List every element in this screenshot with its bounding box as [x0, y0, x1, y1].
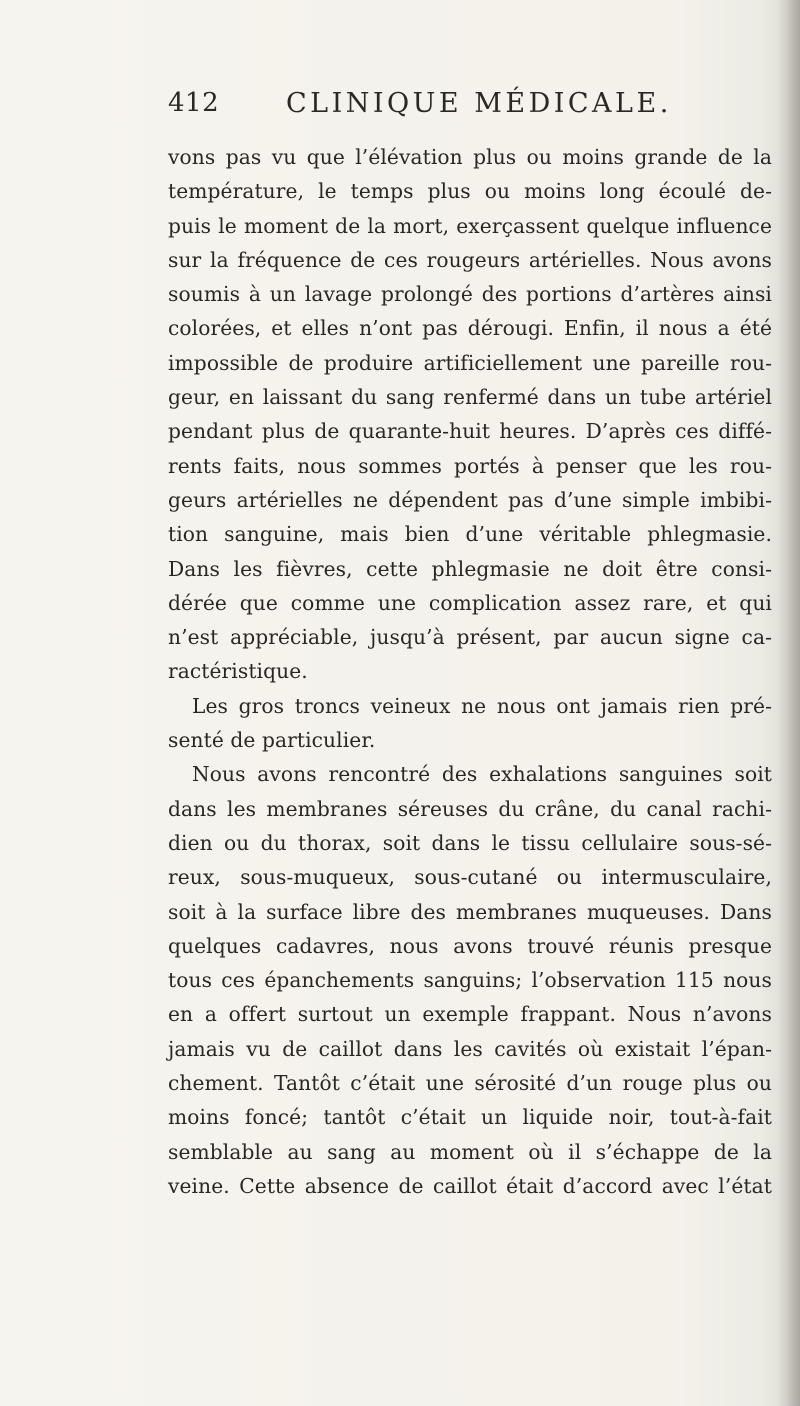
page-number: 412 [168, 88, 220, 118]
text-line: senté de particulier. [168, 728, 376, 753]
paragraph-start-line: Nous avons rencontré des exhalations sanguines soit [192, 762, 772, 787]
text-line: colorées, et elles n’ont pas dérougi. Enfin, il nous a été [168, 316, 772, 341]
text-line: semblable au sang au moment où il s’échappe de la [168, 1139, 772, 1164]
text-line: Dans les fièvres, cette phlegmasie ne doit être consi- [168, 556, 772, 581]
text-line: n’est appréciable, jusqu’à présent, par aucun signe ca- [168, 625, 772, 650]
text-line: en a offert surtout un exemple frappant. Nous n’avons [168, 1002, 772, 1027]
page-edge-shadow [778, 0, 800, 1406]
text-line: geur, en laissant du sang renfermé dans un tube artériel [168, 385, 772, 410]
running-head [168, 88, 728, 124]
text-line: veine. Cette absence de caillot était d’accord avec l’état [168, 1173, 772, 1198]
text-line: puis le moment de la mort, exerçassent quelque influence [168, 213, 772, 238]
text-line: moins foncé; tantôt c’était un liquide noir, tout-à-fait [168, 1105, 772, 1130]
text-line: température, le temps plus ou moins long écoulé de- [168, 179, 772, 204]
text-line: dien ou du thorax, soit dans le tissu cellulaire sous-sé- [168, 830, 772, 855]
text-line: pendant plus de quarante-huit heures. D’après ces diffé- [168, 419, 772, 444]
text-line: dérée que comme une complication assez rare, et qui [168, 590, 772, 615]
text-line: impossible de produire artificiellement une pareille rou- [168, 350, 772, 375]
text-line: quelques cadavres, nous avons trouvé réunis presque [168, 933, 772, 958]
text-line: rents faits, nous sommes portés à penser que les rou- [168, 453, 772, 478]
text-line: sur la fréquence de ces rougeurs artérielles. Nous avons [168, 247, 772, 272]
text-line: chement. Tantôt c’était une sérosité d’un rouge plus ou [168, 1071, 772, 1096]
text-line: soit à la surface libre des membranes muqueuses. Dans [168, 899, 772, 924]
text-line: dans les membranes séreuses du crâne, du canal rachi- [168, 796, 772, 821]
text-line: ractéristique. [168, 659, 308, 684]
header-title: CLINIQUE MÉDICALE. [286, 88, 672, 119]
text-line: geurs artérielles ne dépendent pas d’une simple imbibi- [168, 487, 772, 512]
text-line: soumis à un lavage prolongé des portions d’artères ainsi [168, 282, 772, 307]
body-text [168, 140, 772, 1203]
text-line: tion sanguine, mais bien d’une véritable phlegmasie. [168, 522, 772, 547]
paragraph-start-line: Les gros troncs veineux ne nous ont jamais rien pré- [192, 693, 772, 718]
text-line: tous ces épanchements sanguins; l’observation 115 nous [168, 968, 772, 993]
text-line: reux, sous-muqueux, sous-cutané ou intermusculaire, [168, 865, 772, 890]
text-line: vons pas vu que l’élévation plus ou moins grande de la [168, 145, 772, 169]
text-line: jamais vu de caillot dans les cavités où existait l’épan- [168, 1036, 772, 1061]
